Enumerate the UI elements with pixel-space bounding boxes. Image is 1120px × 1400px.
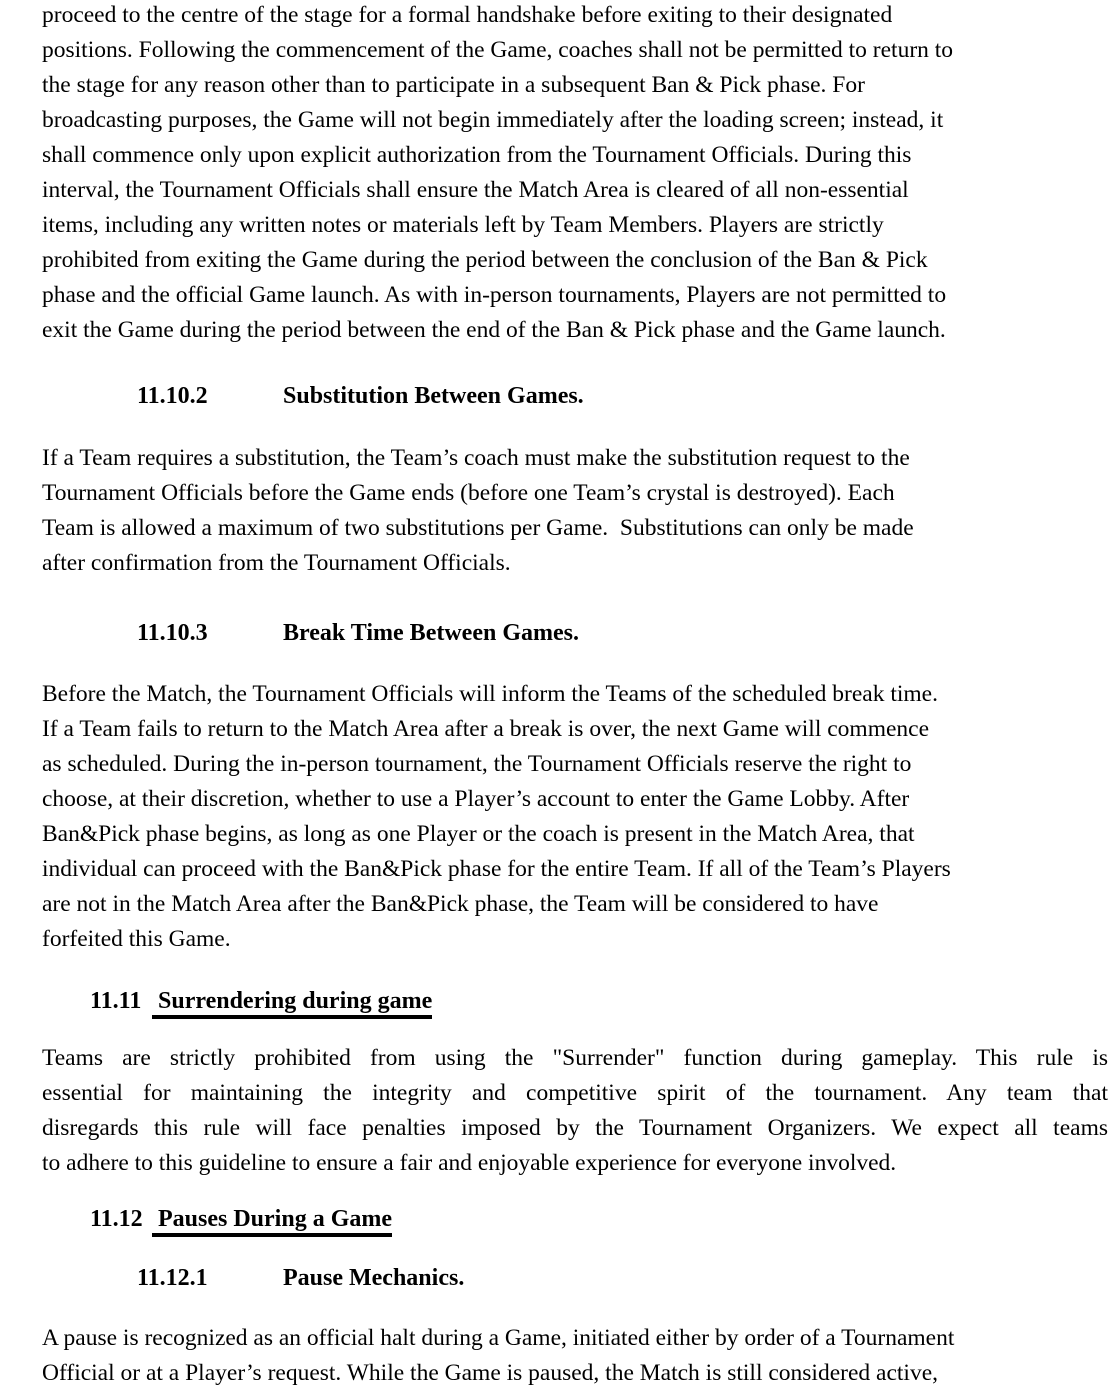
text-line: broadcasting purposes, the Game will not begin immediately after the loading screen; instead, it [42, 107, 944, 133]
paragraph-surrendering-during-game [42, 1041, 1108, 1181]
heading-title: Substitution Between Games. [283, 383, 584, 409]
text-line: proceed to the centre of the stage for a formal handshake before exiting to their designated [42, 2, 893, 28]
text-line: items, including any written notes or materials left by Team Members. Players are strictly [42, 212, 884, 238]
text-line: If a Team requires a substitution, the Team’s coach must make the substitution request to the [42, 445, 910, 471]
paragraph-game-commencement-rules [42, 0, 1108, 348]
text-line: to adhere to this guideline to ensure a fair and enjoyable experience for everyone involved. [42, 1150, 897, 1176]
text-line: after confirmation from the Tournament Officials. [42, 550, 511, 576]
heading-number: 11.11 [90, 988, 142, 1014]
heading-number: 11.10.3 [137, 620, 208, 646]
text-line: If a Team fails to return to the Match Area after a break is over, the next Game will commence [42, 716, 930, 742]
text-line: Official or at a Player’s request. While the Game is paused, the Match is still considered active, [42, 1360, 938, 1386]
text-line: shall commence only upon explicit authorization from the Tournament Officials. During this [42, 142, 912, 168]
text-line: Tournament Officials before the Game ends (before one Team’s crystal is destroyed). Each [42, 480, 895, 506]
text-line: exit the Game during the period between the end of the Ban & Pick phase and the Game launch. [42, 317, 946, 343]
text-line: interval, the Tournament Officials shall ensure the Match Area is cleared of all non-essential [42, 177, 909, 203]
heading-title-underlined: Pauses During a Game [152, 1206, 392, 1237]
heading-11-11 [90, 984, 1108, 1019]
heading-number: 11.12.1 [137, 1265, 208, 1291]
heading-title: Break Time Between Games. [283, 620, 579, 646]
heading-11-10-2 [137, 379, 1108, 414]
text-line: individual can proceed with the Ban&Pick phase for the entire Team. If all of the Team’s Players [42, 856, 951, 882]
text-line: positions. Following the commencement of the Game, coaches shall not be permitted to return to [42, 37, 954, 63]
text-line: choose, at their discretion, whether to use a Player’s account to enter the Game Lobby. After [42, 786, 910, 812]
text-line: forfeited this Game. [42, 926, 231, 952]
text-line: the stage for any reason other than to participate in a subsequent Ban & Pick phase. For [42, 72, 865, 98]
heading-number: 11.12 [90, 1206, 143, 1232]
text-line: disregards this rule will face penalties imposed by the Tournament Organizers. We expect all teams [42, 1115, 1108, 1141]
heading-11-10-3 [137, 616, 1108, 651]
text-line: phase and the official Game launch. As with in-person tournaments, Players are not permitted to [42, 282, 947, 308]
text-line: Ban&Pick phase begins, as long as one Player or the coach is present in the Match Area, that [42, 821, 915, 847]
heading-title-underlined: Surrendering during game [152, 988, 432, 1019]
heading-11-12 [90, 1202, 1108, 1237]
paragraph-pause-mechanics [42, 1321, 1108, 1391]
text-line: as scheduled. During the in-person tournament, the Tournament Officials reserve the right to [42, 751, 912, 777]
paragraph-break-time-between-games [42, 677, 1108, 957]
heading-number: 11.10.2 [137, 383, 208, 409]
text-line: are not in the Match Area after the Ban&Pick phase, the Team will be considered to have [42, 891, 879, 917]
text-line: prohibited from exiting the Game during the period between the conclusion of the Ban & Pick [42, 247, 928, 273]
text-line: Team is allowed a maximum of two substitutions per Game. Substitutions can only be made [42, 515, 914, 541]
text-line: Before the Match, the Tournament Officials will inform the Teams of the scheduled break time. [42, 681, 938, 707]
text-line: Teams are strictly prohibited from using the "Surrender" function during gameplay. This rule is [42, 1045, 1108, 1071]
text-line: essential for maintaining the integrity and competitive spirit of the tournament. Any team that [42, 1080, 1108, 1106]
text-line: A pause is recognized as an official halt during a Game, initiated either by order of a Tournament [42, 1325, 955, 1351]
heading-11-12-1 [137, 1261, 1108, 1296]
paragraph-substitution-between-games [42, 441, 1108, 581]
heading-title: Pause Mechanics. [283, 1265, 465, 1291]
